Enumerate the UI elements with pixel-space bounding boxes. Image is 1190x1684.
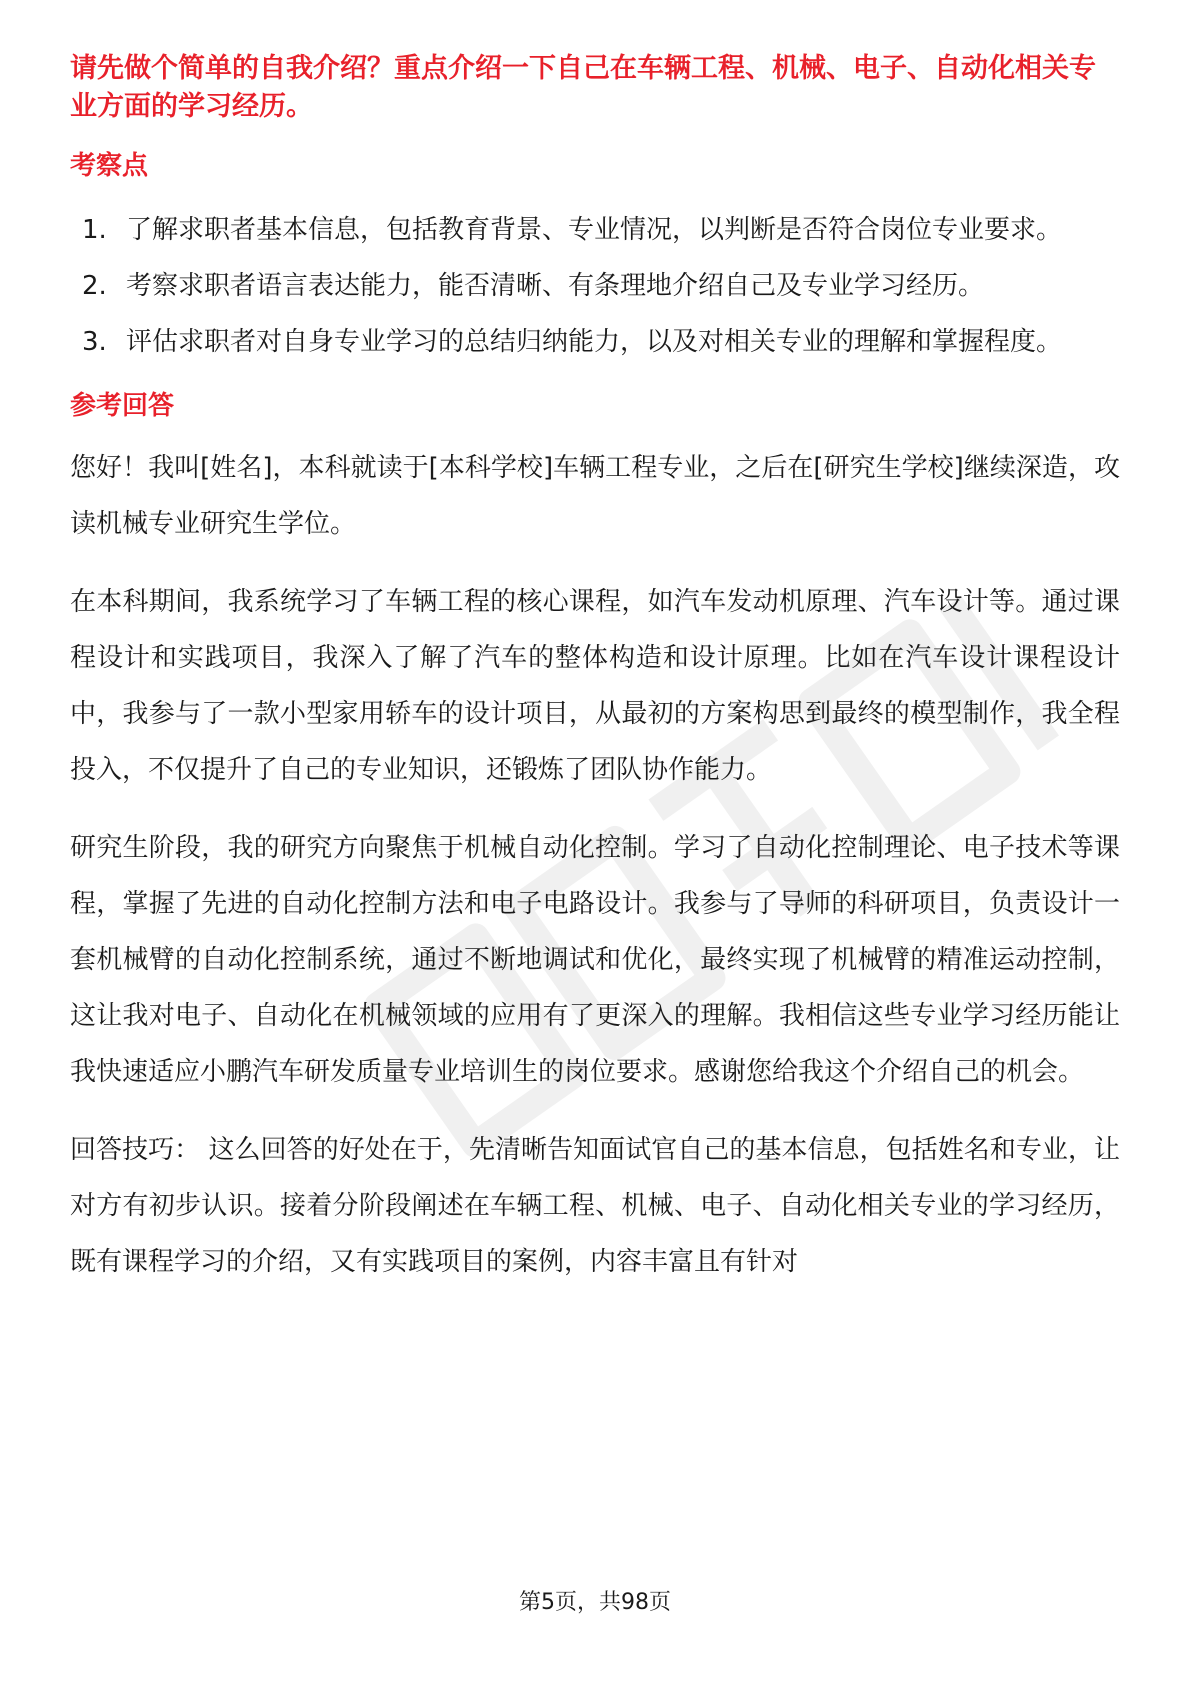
list-item-text: 了解求职者基本信息，包括教育背景、专业情况，以判断是否符合岗位专业要求。 bbox=[126, 215, 1063, 245]
exam-points-title: 考察点 bbox=[70, 151, 149, 181]
answer-paragraph-graduate: 研究生阶段，我的研究方向聚焦于机械自动化控制。学习了自动化控制理论、电子技术等课程，掌握了先进的自动化控制方法和电子电路设计。我参与了导师的科研项目，负责设计一套机械臂的自动化控制系统，通过不断地调试和优化，最终实现了机械臂的精准运动控制，这让我对电子、自动化在机械领域的应用有了更深入的理解。我相信这些专业学习经历能让我快速适应小鹏汽车研发质量专业培训生的岗位要求。感谢您给我这个介绍自己的机会。 bbox=[70, 833, 1120, 1087]
list-item bbox=[70, 314, 1120, 370]
answer-title: 参考回答 bbox=[70, 391, 175, 421]
answer-paragraph-tips: 回答技巧： 这么回答的好处在于，先清晰告知面试官自己的基本信息，包括姓名和专业，让对方有初步认识。接着分阶段阐述在车辆工程、机械、电子、自动化相关专业的学习经历，既有课程学习的介绍，又有实践项目的案例，内容丰富且有针对 bbox=[70, 1135, 1120, 1277]
list-item-number: 3. bbox=[82, 327, 107, 357]
list-item-text: 考察求职者语言表达能力，能否清晰、有条理地介绍自己及专业学习经历。 bbox=[126, 271, 985, 301]
exam-points-list bbox=[70, 202, 1120, 370]
page-number: 第5页，共98页 bbox=[519, 1590, 671, 1615]
question-heading: 请先做个简单的自我介绍？重点介绍一下自己在车辆工程、机械、电子、自动化相关专业方面的学习经历。 bbox=[70, 53, 1096, 122]
answer-paragraph-intro: 您好！我叫[姓名]，本科就读于[本科学校]车辆工程专业，之后在[研究生学校]继续深造，攻读机械专业研究生学位。 bbox=[70, 453, 1120, 539]
list-item-number: 1. bbox=[82, 215, 107, 245]
answer-paragraph-undergrad: 在本科期间，我系统学习了车辆工程的核心课程，如汽车发动机原理、汽车设计等。通过课程设计和实践项目，我深入了解了汽车的整体构造和设计原理。比如在汽车设计课程设计中，我参与了一款小型家用轿车的设计项目，从最初的方案构思到最终的模型制作，我全程投入，不仅提升了自己的专业知识，还锻炼了团队协作能力。 bbox=[70, 587, 1120, 785]
document-content bbox=[70, 50, 1120, 1290]
list-item-number: 2. bbox=[82, 271, 107, 301]
list-item-text: 评估求职者对自身专业学习的总结归纳能力，以及对相关专业的理解和掌握程度。 bbox=[126, 327, 1063, 357]
list-item bbox=[70, 258, 1120, 314]
list-item bbox=[70, 202, 1120, 258]
